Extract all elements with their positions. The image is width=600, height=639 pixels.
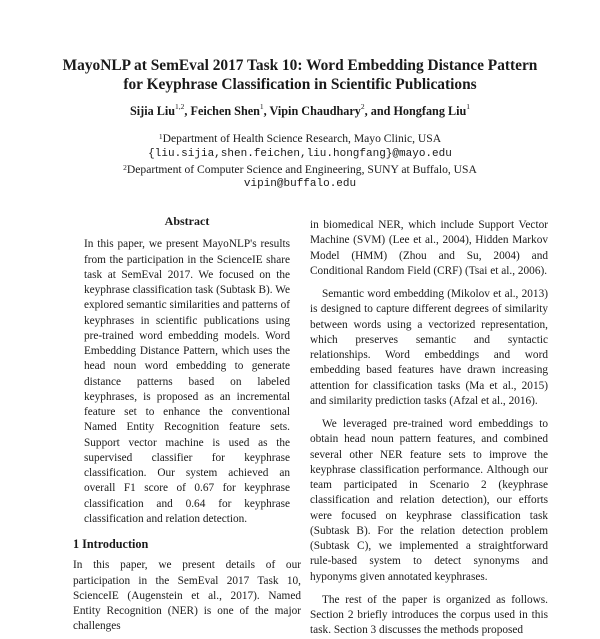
author-list xyxy=(40,104,560,119)
right-column xyxy=(310,218,548,639)
title-line-2: for Keyphrase Classification in Scientific Publications xyxy=(123,76,477,93)
affiliation-2 xyxy=(40,162,560,177)
author-name: Feichen Shen xyxy=(190,104,260,118)
paragraph-text: The rest of the paper is organized as follows. Section 2 briefly introduces the corpus used in this task. Section 3 discusses the methods proposed xyxy=(310,593,548,637)
paragraph-text: in biomedical NER, which include Support Vector Machine (SVM) (Lee et al., 2004), Hidden Markov Model (HMM) (Zhou and Su, 2004) and Conditional Random Field (CRF) (Tsai et al., 2006). xyxy=(310,219,548,277)
email-2: vipin@buffalo.edu xyxy=(243,178,357,190)
email-1: {liu.sijia,shen.feichen,liu.hongfang}@mayo.edu xyxy=(148,148,452,160)
affiliation-1 xyxy=(40,131,560,146)
paragraph-text: Semantic word embedding (Mikolov et al., 2013) is designed to capture different degrees of similarity between words using a vectorized representation, which preserves semantic and syntactic relationships. Word embeddings and word embedding based features have drawn increasing attention for classification tasks (Ma et al., 2015) and similarity prediction tasks (Afzal et al., 2016). xyxy=(310,288,548,407)
author-separator: , xyxy=(184,104,191,118)
author-affiliation-mark: 1,2 xyxy=(175,102,185,111)
author-name: Hongfang Liu xyxy=(393,104,467,118)
affiliation-mark: 1 xyxy=(158,132,163,141)
author-name: Vipin Chaudhary xyxy=(269,104,361,118)
author-separator: , xyxy=(263,104,270,118)
affiliation-text: Department of Computer Science and Engineering, SUNY at Buffalo, USA xyxy=(126,163,477,176)
affiliation-mark: 2 xyxy=(123,163,127,172)
author-name: Sijia Liu xyxy=(130,104,176,118)
title-line-1: MayoNLP at SemEval 2017 Task 10: Word Embedding Distance Pattern xyxy=(62,57,538,74)
left-column xyxy=(73,214,301,635)
paragraph-text: We leveraged pre-trained word embeddings to obtain head noun pattern features, and combined several other NER feature sets to improve the keyphrase classification performance. Although our team participated in Scenario 2 (keyphrase classification and relation detection), our efforts were focused on keyphrase classification task (Subtask B). For the relation detection problem (Subtask C), we implemented a straightforward rule-based system to detect synonyms and hyponyms given annotated keyphrases. xyxy=(310,418,548,583)
paper-title xyxy=(40,56,560,94)
introduction-text: In this paper, we present details of our participation in the SemEval 2017 Task 10, ScienceIE (Augenstein et al., 2017). Named Entity Recognition (NER) is one of the major challenges xyxy=(73,559,301,633)
author-affiliation-mark: 1 xyxy=(259,102,264,111)
abstract-text: In this paper, we present MayoNLP's results from the participation in the ScienceIE share task at SemEval 2017. We focused on the keyphrase classification task (Subtask B). We explored semantic similarities and patterns of keyphrases in scientific publications using pre-trained word embedding models. Word Embedding Distance Pattern, which uses the head noun word embedding to generate distance patterns based on labeled keyphrases, is proposed as an incremental feature set to enhance the conventional Named Entity Recognition feature sets. Support vector machine is used as the supervised classifier for keyphrase classification. Our system achieved an overall F1 score of 0.67 for keyphrase classification and 0.64 for keyphrase classification and relation detection. xyxy=(84,238,290,525)
author-affiliation-mark: 2 xyxy=(360,102,365,111)
author-separator: , and xyxy=(364,104,394,118)
section-heading-introduction: 1 Introduction xyxy=(73,537,149,551)
author-affiliation-mark: 1 xyxy=(466,102,470,111)
affiliation-text: Department of Health Science Research, Mayo Clinic, USA xyxy=(162,132,442,145)
abstract-heading: Abstract xyxy=(164,214,210,228)
